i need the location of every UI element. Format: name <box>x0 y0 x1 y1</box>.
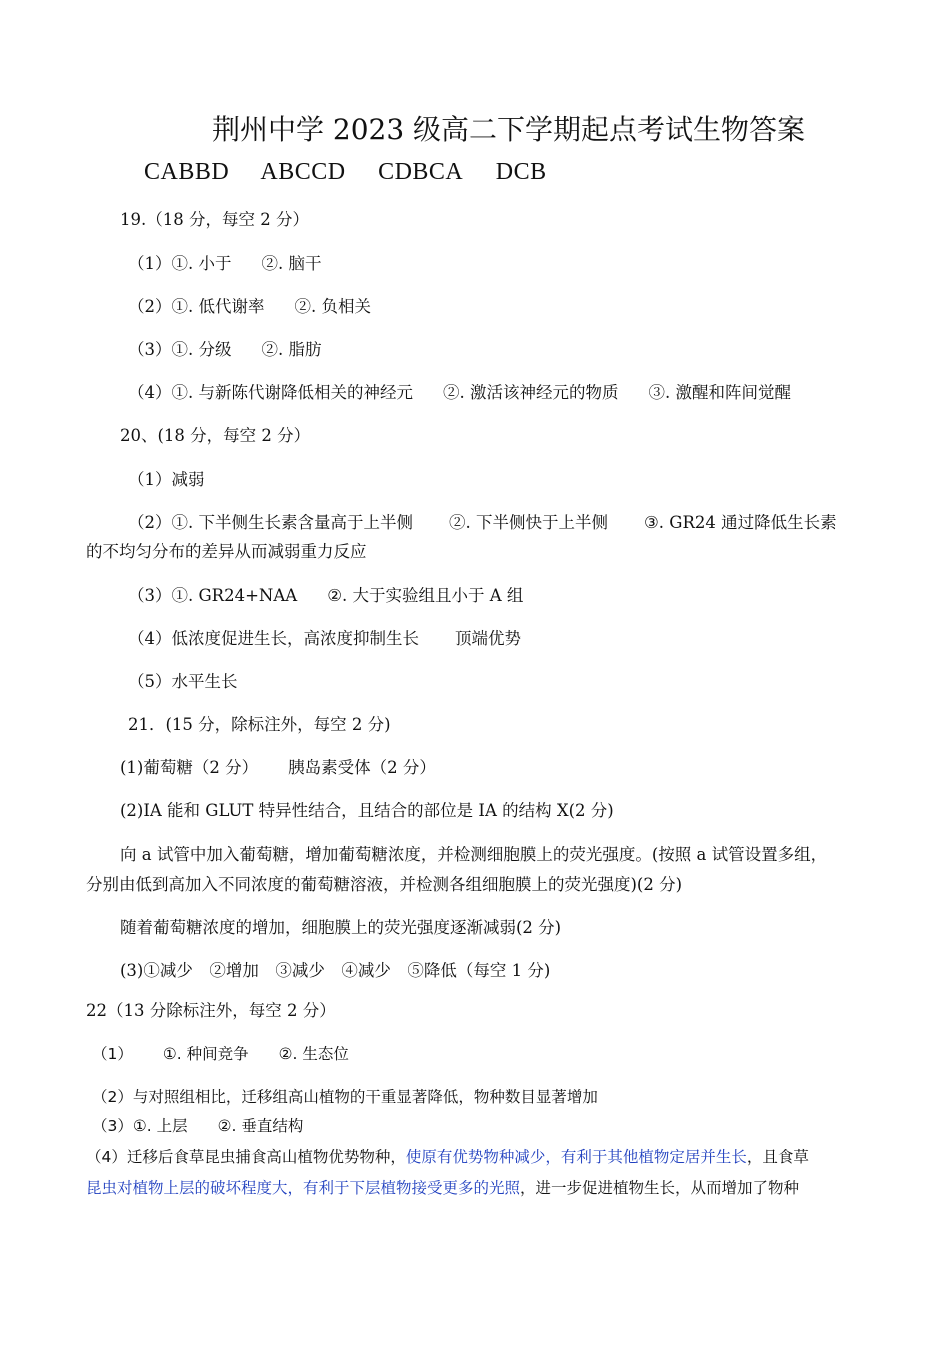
q19-part3 <box>128 340 322 360</box>
answer: ①. 下半侧生长素含量高于上半侧 <box>171 513 413 532</box>
q20-part2-continued: 的不均匀分布的差异从而减弱重力反应 <box>86 542 367 561</box>
answer: 顶端优势 <box>455 629 521 648</box>
page-title: 荆州中学 2023 级高二下学期起点考试生物答案 <box>212 113 806 146</box>
answer: ③. GR24 通过降低生长素 <box>644 513 837 532</box>
answer: ②. 垂直结构 <box>217 1117 304 1135</box>
q21-part2-result: 随着葡萄糖浓度的增加，细胞膜上的荧光强度逐渐减弱(2 分) <box>120 918 562 937</box>
answer: 胰岛素受体（2 分） <box>288 758 436 777</box>
q20-part5: （5）水平生长 <box>128 672 238 691</box>
part-number: （3） <box>128 586 172 605</box>
answer-group-4: DCB <box>495 159 547 185</box>
q20-part4 <box>128 629 521 649</box>
answer: ②. 脑干 <box>261 254 322 273</box>
q21-part2-method: 向 a 试管中加入葡萄糖，增加葡萄糖浓度，并检测细胞膜上的荧光强度。(按照 a 试管设置多组， <box>120 845 828 864</box>
part-number: （1） <box>92 1045 133 1063</box>
part-number: （2） <box>128 297 172 316</box>
q21-part2: (2)IA 能和 GLUT 特异性结合，且结合的部位是 IA 的结构 X(2 分) <box>120 801 614 820</box>
answer-group-1: CABBD <box>144 159 230 185</box>
answer: ①. 上层 <box>132 1117 188 1135</box>
choice-answers <box>144 156 573 188</box>
q22-part1 <box>92 1044 349 1064</box>
q19-part2 <box>128 297 371 317</box>
answer: 低浓度促进生长，高浓度抑制生长 <box>171 629 419 648</box>
q19-part1 <box>128 254 322 274</box>
q20-part1: （1）减弱 <box>128 470 205 489</box>
answer: ①. 分级 <box>171 340 232 359</box>
q20-part3 <box>128 586 523 606</box>
q22-part2: （2）与对照组相比，迁移组高山植物的干重显著降低，物种数目显著增加 <box>92 1088 598 1106</box>
answer: ①. 小于 <box>171 254 232 273</box>
answer: ②. 脂肪 <box>261 340 322 359</box>
part-number: （1） <box>128 254 172 273</box>
q22-part3 <box>92 1116 303 1136</box>
q21-part1 <box>120 758 436 778</box>
q19-header: 19.（18 分，每空 2 分） <box>120 210 309 229</box>
answer: ①. GR24+NAA <box>171 586 298 605</box>
answer: ②. 激活该神经元的物质 <box>443 383 619 402</box>
text: （4）迁移后食草昆虫捕食高山植物优势物种， <box>86 1148 406 1166</box>
answer: (1)葡萄糖（2 分） <box>120 758 259 777</box>
answer: ①. 种间竞争 <box>162 1045 249 1063</box>
answer: ②. 下半侧快于上半侧 <box>449 513 608 532</box>
part-number: （3） <box>92 1117 133 1135</box>
q21-part2-method-continued: 分别由低到高加入不同浓度的葡萄糖溶液，并检测各组细胞膜上的荧光强度)(2 分) <box>86 875 683 894</box>
answer: ③. 激醒和阵间觉醒 <box>648 383 791 402</box>
part-number: （4） <box>128 629 172 648</box>
answer-group-2: ABCCD <box>260 159 346 185</box>
q21-header: 21．(15 分，除标注外，每空 2 分) <box>128 715 391 734</box>
q22-header: 22（13 分除标注外，每空 2 分） <box>86 1001 336 1020</box>
highlighted-text: 使原有优势物种减少，有利于其他植物定居并生长 <box>405 1148 747 1166</box>
text: ，且食草 <box>746 1148 809 1166</box>
answer: ①. 与新陈代谢降低相关的神经元 <box>171 383 413 402</box>
answer: ②. 大于实验组且小于 A 组 <box>327 586 524 605</box>
q19-part4 <box>128 383 791 403</box>
answer: ②. 生态位 <box>278 1045 349 1063</box>
answer-group-3: CDBCA <box>378 159 464 185</box>
q22-part4 <box>86 1147 809 1167</box>
part-number: （2） <box>128 513 172 532</box>
highlighted-text: 昆虫对植物上层的破坏程度大，有利于下层植物接受更多的光照 <box>86 1179 521 1197</box>
part-number: （4） <box>128 383 172 402</box>
part-number: （3） <box>128 340 172 359</box>
q21-part3: (3)①减少 ②增加 ③减少 ④减少 ⑤降低（每空 1 分) <box>120 961 551 980</box>
text: ，进一步促进植物生长，从而增加了物种 <box>520 1179 800 1197</box>
answer: ②. 负相关 <box>294 297 371 316</box>
answer: ①. 低代谢率 <box>171 297 265 316</box>
q20-part2 <box>128 513 837 533</box>
q22-part4-continued <box>86 1178 799 1198</box>
q20-header: 20、(18 分，每空 2 分） <box>120 426 311 445</box>
